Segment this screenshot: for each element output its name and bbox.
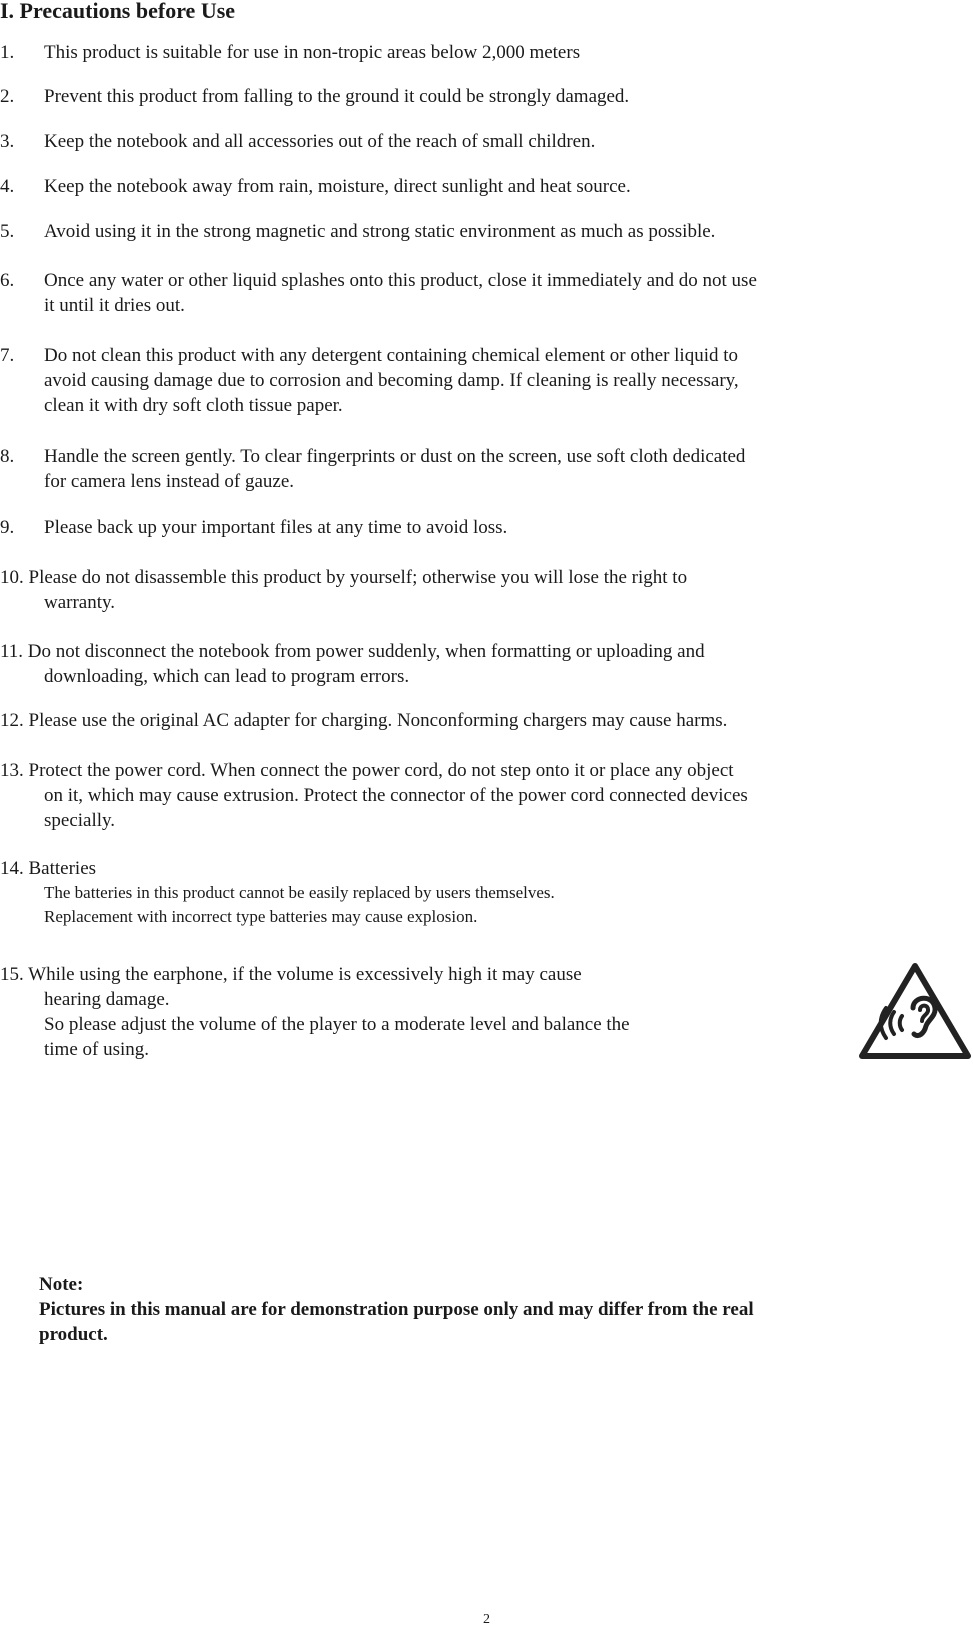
precaution-item-4 [0, 174, 880, 199]
precaution-item-14 [0, 856, 880, 929]
precaution-item-7 [0, 343, 880, 418]
item-number: 14. [0, 858, 24, 879]
hearing-warning-triangle-icon [858, 958, 973, 1063]
precaution-item-13 [0, 758, 880, 833]
item-text: time of using. [44, 1039, 150, 1060]
item-text: Prevent this product from falling to the ground it could be strongly damaged. [44, 86, 630, 107]
item-text: Handle the screen gently. To clear fingerprints or dust on the screen, use soft cloth dedicated [44, 446, 746, 467]
precaution-item-2 [0, 84, 880, 109]
item-text: Keep the notebook away from rain, moisture, direct sunlight and heat source. [44, 176, 631, 197]
precaution-item-3 [0, 129, 880, 154]
item-text: Once any water or other liquid splashes onto this product, close it immediately and do not use [44, 270, 757, 291]
item-text-line: Do not disconnect the notebook from power suddenly, when formatting or uploading and [27, 641, 705, 662]
item-text: This product is suitable for use in non-tropic areas below 2,000 meters [44, 42, 581, 63]
precaution-item-5 [0, 219, 880, 244]
precaution-item-15 [0, 962, 880, 1062]
item-text: it until it dries out. [44, 295, 185, 316]
item-number: 1. [0, 42, 15, 63]
item-text: downloading, which can lead to program errors. [44, 666, 410, 687]
item-text: specially. [44, 810, 116, 831]
item-text: Keep the notebook and all accessories out of the reach of small children. [44, 131, 596, 152]
item-text [0, 565, 880, 590]
note-label: Note: [39, 1274, 84, 1295]
item-text-line: Protect the power cord. When connect the power cord, do not step onto it or place any object [28, 760, 734, 781]
item-text: hearing damage. [44, 989, 170, 1010]
precaution-item-6 [0, 268, 880, 318]
item-text: warranty. [44, 592, 116, 613]
note-text: product. [39, 1324, 108, 1345]
item-text: clean it with dry soft cloth tissue paper. [44, 395, 343, 416]
item-number: 13. [0, 760, 24, 781]
item-text [0, 758, 880, 783]
item-text [0, 708, 880, 733]
item-text-line: Please do not disassemble this product by yourself; otherwise you will lose the right to [28, 567, 688, 588]
item-number: 7. [0, 345, 15, 366]
item-text [0, 639, 880, 664]
item-number: 6. [0, 270, 15, 291]
item-number: 3. [0, 131, 15, 152]
precaution-item-12 [0, 708, 880, 733]
item-subtext: Replacement with incorrect type batteries may cause explosion. [44, 907, 478, 926]
item-subtext: The batteries in this product cannot be easily replaced by users themselves. [44, 883, 555, 902]
item-text-line: Batteries [28, 858, 97, 879]
item-text [0, 962, 880, 987]
precaution-item-11 [0, 639, 880, 689]
item-number: 4. [0, 176, 15, 197]
item-number: 2. [0, 86, 15, 107]
item-text: avoid causing damage due to corrosion and becoming damp. If cleaning is really necessary, [44, 370, 739, 391]
precaution-item-8 [0, 444, 880, 494]
item-text: on it, which may cause extrusion. Protect the connector of the power cord connected devices [44, 785, 748, 806]
section-title: I. Precautions before Use [0, 0, 236, 23]
item-text: Do not clean this product with any detergent containing chemical element or other liquid to [44, 345, 739, 366]
item-text: for camera lens instead of gauze. [44, 471, 295, 492]
item-number: 15. [0, 964, 24, 985]
page-number: 2 [483, 1612, 490, 1627]
item-number: 11. [0, 641, 24, 662]
item-number: 8. [0, 446, 15, 467]
item-text: Avoid using it in the strong magnetic and strong static environment as much as possible. [44, 221, 716, 242]
note-text: Pictures in this manual are for demonstration purpose only and may differ from the real [39, 1299, 754, 1320]
item-number: 10. [0, 567, 24, 588]
note-block [39, 1272, 939, 1347]
precaution-item-1 [0, 40, 880, 65]
item-number: 9. [0, 517, 15, 538]
item-text: So please adjust the volume of the player to a moderate level and balance the [44, 1014, 630, 1035]
precaution-item-9 [0, 515, 880, 540]
item-text [0, 856, 880, 881]
item-number: 12. [0, 710, 24, 731]
item-text-line: Please use the original AC adapter for charging. Nonconforming chargers may cause harms. [28, 710, 728, 731]
item-text: Please back up your important files at any time to avoid loss. [44, 517, 508, 538]
item-text-line: While using the earphone, if the volume is excessively high it may cause [28, 964, 582, 985]
item-number: 5. [0, 221, 15, 242]
precaution-item-10 [0, 565, 880, 615]
